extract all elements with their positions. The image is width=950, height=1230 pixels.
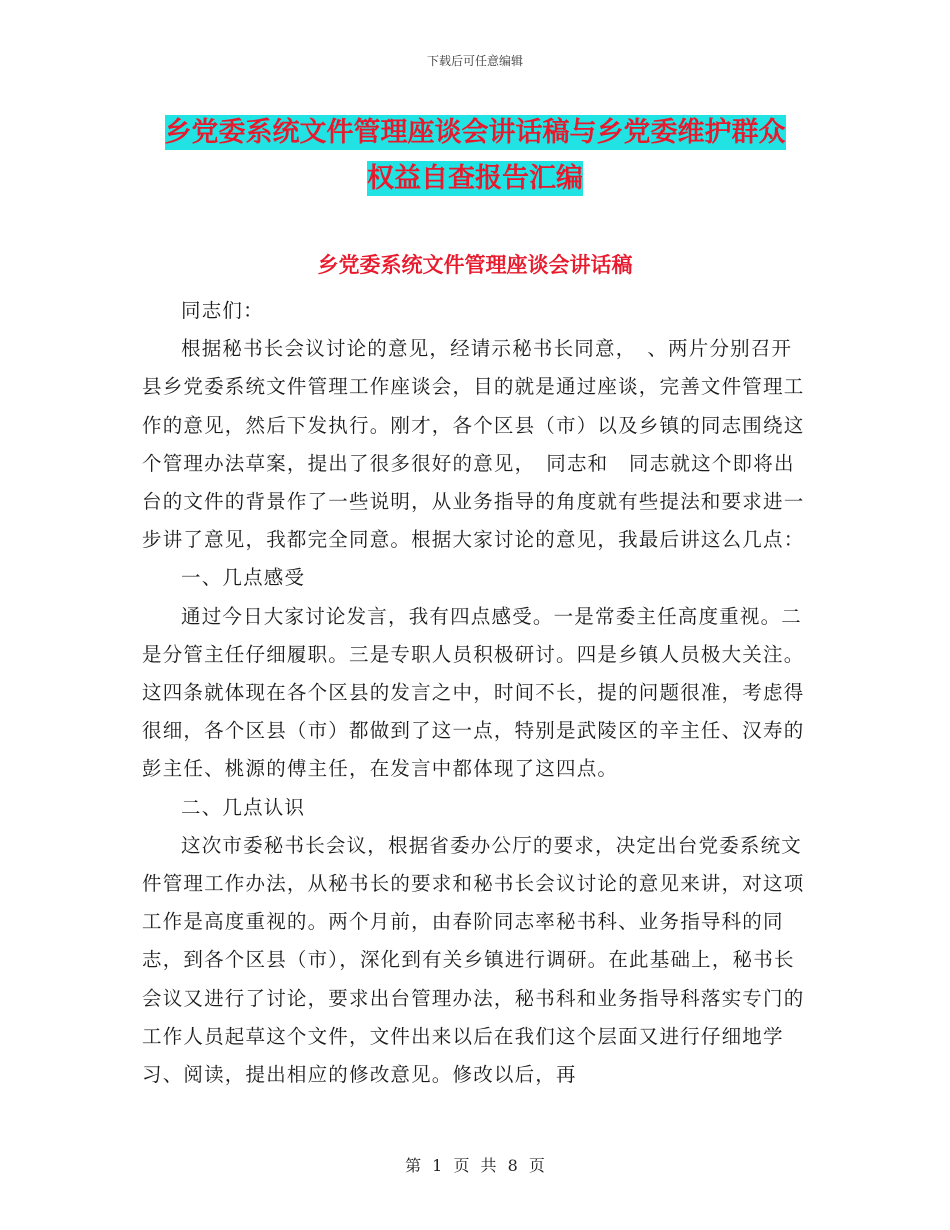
body-paragraph: 通过今日大家讨论发言，我有四点感受。一是常委主任高度重视。二是分管主任仔细履职。三是专职人员积极研讨。四是乡镇人员极大关注。这四条就体现在各个区县的发言之中，时间不长，提的问题很准，考虑得很细，各个区县（市）都做到了这一点，特别是武陵区的辛主任、汉寿的彭主任、桃源的傅主任，在发言中都体现了这四点。 — [142, 604, 805, 781]
header-note: 下载后可任意编辑 — [426, 54, 523, 68]
document-title-line-2 — [0, 156, 950, 195]
body-paragraph: 根据秘书长会议讨论的意见，经请示秘书长同意， 、两片分别召开县乡党委系统文件管理工作座谈会，目的就是通过座谈，完善文件管理工作的意见，然后下发执行。刚才，各个区县（市）以及乡镇的同志围绕这个管理办法草案，提出了很多很好的意见， 同志和 同志就这个即将出台的文件的背景作了一些说明，从业务指导的角度就有些提法和要求进一步讲了意见，我都完全同意。根据大家讨论的意见，我最后讲这么几点： — [142, 337, 805, 552]
document-title-line-2-text: 权益自查报告汇编 — [367, 163, 583, 194]
document-title-line-1-text: 乡党委系统文件管理座谈会讲话稿与乡党委维护群众 — [164, 117, 786, 148]
heading-paragraph: 二、几点认识 — [181, 795, 306, 819]
page-footer: 第 1 页 共 8 页 — [405, 1156, 545, 1175]
heading-paragraph: 一、几点感受 — [181, 566, 306, 590]
document-body — [142, 292, 812, 1094]
section-title: 乡党委系统文件管理座谈会讲话稿 — [317, 253, 633, 277]
body-paragraph: 这次市委秘书长会议，根据省委办公厅的要求，决定出台党委系统文件管理工作办法，从秘书长的要求和秘书长会议讨论的意见来讲，对这项工作是高度重视的。两个月前，由春阶同志率秘书科、业务指导科的同志，到各个区县（市），深化到有关乡镇进行调研。在此基础上，秘书长会议又进行了讨论，要求出台管理办法，秘书科和业务指导科落实专门的工作人员起草这个文件，文件出来以后在我们这个层面又进行仔细地学习、阅读，提出相应的修改意见。修改以后，再 — [142, 833, 805, 1087]
greeting-paragraph: 同志们： — [181, 299, 264, 322]
document-title-line-1 — [0, 110, 950, 149]
